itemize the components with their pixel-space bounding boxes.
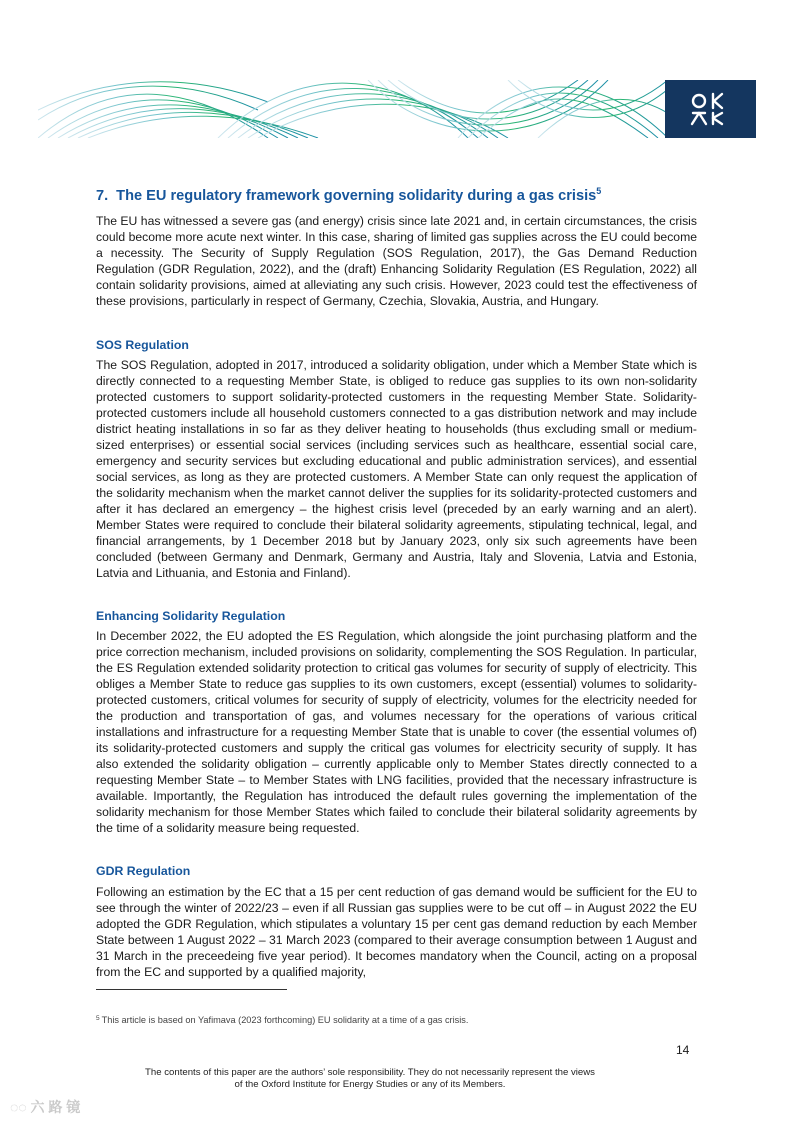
section-title: The EU regulatory framework governing solidarity during a gas crisis bbox=[116, 188, 597, 204]
disclaimer bbox=[96, 1067, 644, 1091]
footnote-reference[interactable]: 5 bbox=[596, 186, 602, 196]
es-regulation-heading: Enhancing Solidarity Regulation bbox=[96, 609, 286, 623]
watermark-icon: ◌◌ bbox=[10, 1099, 27, 1115]
intro-paragraph: The EU has witnessed a severe gas (and energy) crisis since late 2021 and, in certain circumstances, the crisis could become more acute next winter. In this case, sharing of limited gas supplies across the EU could become a necessity. The Security of Supply Regulation (SOS Regulation, 2017), the Gas Demand Reduction Regulation (GDR Regulation, 2022), and the (draft) Enhancing Solidarity Regulation (ES Regulation, 2022) all contain solidarity provisions, aimed at alleviating any such crisis. However, 2023 could test the effectiveness of these provisions, particularly in respect of Germany, Czechia, Slovakia, Austria, and Hungary. bbox=[96, 214, 697, 308]
footnote-number: 5 bbox=[96, 1015, 100, 1022]
page-number: 14 bbox=[676, 1043, 690, 1057]
watermark-text: 六 路 镜 bbox=[30, 1099, 81, 1115]
footnote-text: This article is based on Yafimava (2023 forthcoming) EU solidarity at a time of a gas crisis. bbox=[101, 1015, 469, 1025]
header-banner bbox=[38, 80, 756, 138]
gdr-regulation-body: Following an estimation by the EC that a 15 per cent reduction of gas demand would be sufficient for the EU to see through the winter of 2022/23 – even if all Russian gas supplies were to be cut off – in August 2022 the EU adopted the GDR Regulation, which stipulates a voluntary 15 per cent gas demand reduction by each Member State between 1 August 2022 – 31 March 2023 (compared to their average consumption between 1 August and 31 March in the preceedeing five year period). It becomes mandatory when the Council, acting on a proposal from the EC and supported by a qualified majority, bbox=[96, 885, 697, 979]
gdr-regulation-heading: GDR Regulation bbox=[96, 864, 191, 878]
watermark bbox=[10, 1097, 80, 1117]
es-regulation-body: In December 2022, the EU adopted the ES Regulation, which alongside the joint purchasing platform and the price correction mechanism, included provisions on solidarity, complementing the SOS Regulation. In particular, the ES Regulation extended solidarity protection to critical gas volumes for security of supply of electricity. This obliges a Member State to reduce gas supplies to its own customers, except (essential) volumes to solidarity-protected customers, critical volumes for security of supply of electricity, volumes for the electricity needed for the production and transportation of gas, and volumes necessary for the operations of various critical installations and infrastructure for a requesting Member State that is unable to cover (the essential volumes of) its solidarity-protected customers and supply the critical gas volumes for electricity security of supply. It has also extended the solidarity obligation – currently applicable only to Member States directly connected to a requesting Member State – to Member States with LNG facilities, provided that the necessary infrastructure is available. Importantly, the Regulation has introduced the default rules governing the implementation of the solidarity mechanism for those Member States which failed to conclude their bilateral solidarity agreements by the time of a solidarity measure being requested. bbox=[96, 629, 697, 835]
footnote bbox=[96, 1015, 468, 1025]
disclaimer-line-1: The contents of this paper are the authors’ sole responsibility. They do not necessarily represent the views bbox=[145, 1067, 595, 1078]
banner-waves-graphic bbox=[38, 80, 756, 138]
section-heading bbox=[96, 186, 706, 204]
section-number: 7. bbox=[96, 188, 109, 204]
oies-logo-icon bbox=[665, 80, 756, 138]
sos-regulation-heading: SOS Regulation bbox=[96, 338, 189, 352]
oxford-institute-logo bbox=[665, 80, 756, 138]
disclaimer-line-2: of the Oxford Institute for Energy Studies or any of its Members. bbox=[234, 1079, 506, 1090]
sos-regulation-body: The SOS Regulation, adopted in 2017, introduced a solidarity obligation, under which a Member State which is directly connected to a requesting Member State, is obliged to reduce gas supplies to its own non-solidarity protected customers to support solidarity-protected customers in the requesting Member State. Solidarity-protected customers include all household customers connected to a gas distribution network and may include district heating installations in so far as they deliver heating to households (thus excluding small or medium-sized enterprises) or essential social services (including services such as healthcare, essential social care, emergency and security services but excluding educational and public administration services), and essential social services, as long as they are protected customers. A Member State can only request the application of the solidarity mechanism when the market cannot deliver the supplies for its solidarity-protected customers and after it has declared an emergency – the highest crisis level (preceded by an early warning and an alert). Member States were required to conclude their bilateral solidarity agreements, stipulating technical, legal, and financial arrangements, by 1 December 2018 but by January 2023, only six such agreements have been concluded (between Germany and Denmark, Germany and Austria, Italy and Slovenia, Latvia and Estonia, Latvia and Lithuania, and Estonia and Finland). bbox=[96, 358, 697, 580]
footnote-divider bbox=[96, 989, 287, 990]
